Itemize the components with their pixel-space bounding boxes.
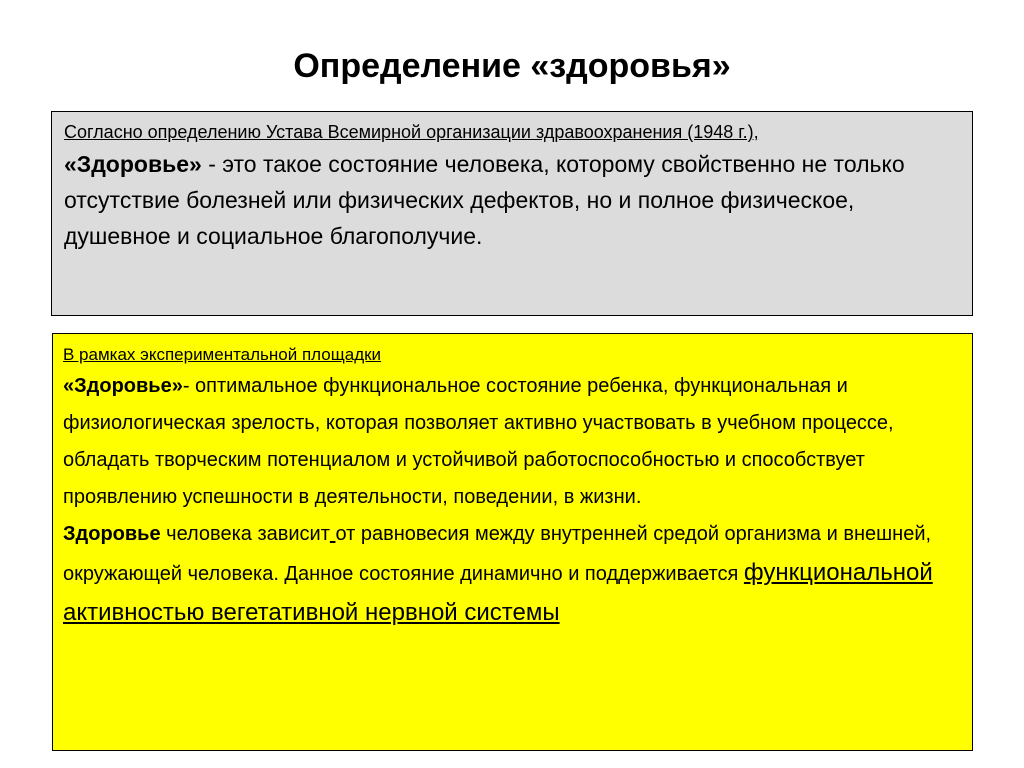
site-source-line: В рамках экспериментальной площадки (63, 345, 382, 364)
site-definition-body: - оптимальное функциональное состояние ребенка, функциональная и физиологическая зрелость, которая позволяет активно участвовать в учебном процессе, обладать творческим потенциалом и устойчивой работоспособностью и способствует проявлению успешности в деятельности, поведении, в жизни. (63, 375, 894, 508)
health-text-b: от равновесия между внутренней средой организма и внешней, окружающей человека. Данное состояние динамично и поддерживается (63, 523, 932, 585)
who-definition-body: - это такое состояние человека, которому свойственно не только отсутствие болезней или физических дефектов, но и полное физическое, душевное и социальное благополучие. (64, 151, 905, 249)
autonomic-nervous-system-emphasis: функциональной активностью вегетативной нервной системы (63, 559, 933, 626)
site-definition-text (63, 368, 962, 633)
who-definition-text (64, 146, 960, 254)
who-term: «Здоровье» (64, 151, 202, 177)
health-term: Здоровье (63, 523, 161, 545)
who-source-line: Согласно определению Устава Всемирной организации здравоохранения (1948 г.), (64, 122, 759, 142)
site-definition-box (52, 333, 973, 751)
health-text-a: человека зависит (160, 523, 330, 545)
who-definition-box (51, 111, 973, 316)
site-term: «Здоровье» (63, 375, 183, 397)
slide-title: Определение «здоровья» (293, 47, 731, 85)
